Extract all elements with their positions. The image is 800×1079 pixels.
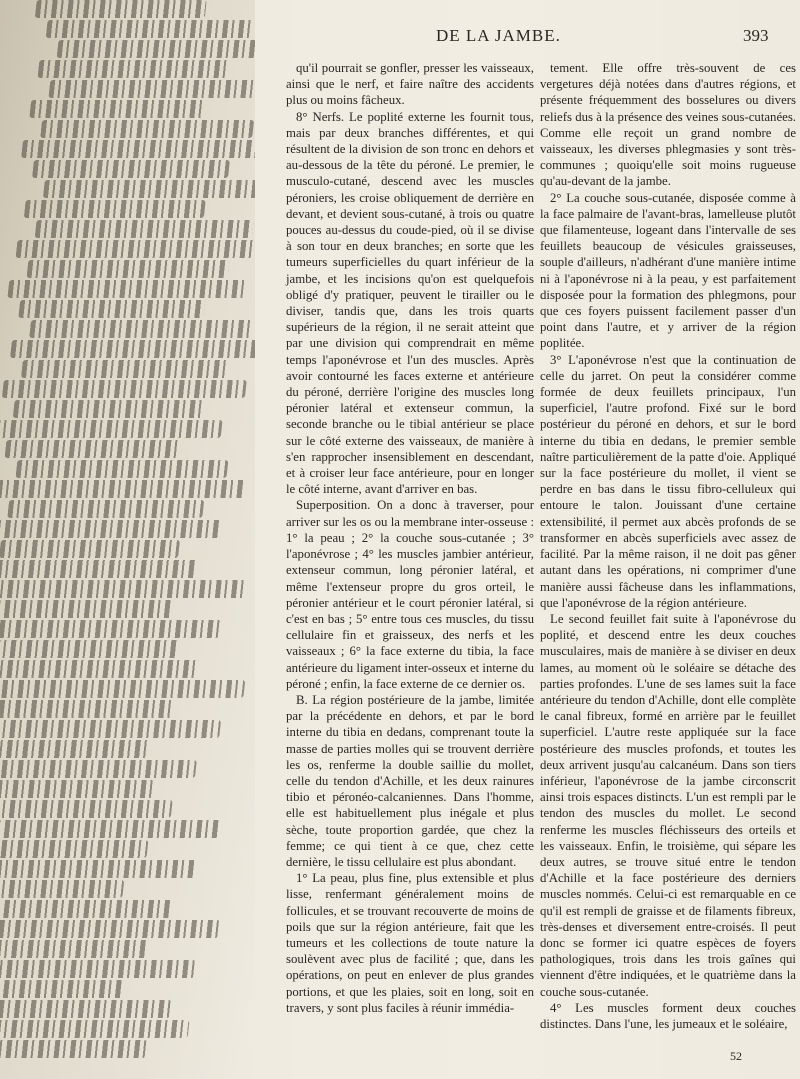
bleed-line (43, 180, 255, 198)
bleed-line (0, 820, 221, 838)
bleed-line (15, 460, 228, 478)
paragraph: 3° L'aponévrose n'est que la continuation de celle du jarret. On peut la considérer comme formée de deux feuillets principaux, l'un superficiel, l'autre profond. Fixé sur le bord postérieur du péroné en dehors, et sur le bord interne du tibia en dedans, le premier semble naître particulièrement de la patte d'oie. Appliqué sur la face postérieure du mollet, il vient se perdre en bas dans le tissu fibro-celluleux qui entoure le talon. Jouissant d'une certaine extensibilité, il permet aux abcès profonds de se transformer en abcès superficiels avec assez de facilité. Par la même raison, il ne doit pas gêner autant dans les opérations, ni comprimer d'une manière aussi fâcheuse dans les inflammations, que l'aponévrose de la région antérieure. (540, 352, 796, 610)
bleed-line (21, 360, 229, 378)
running-title: DE LA JAMBE. (436, 26, 561, 45)
bleed-line (0, 760, 197, 778)
bleed-line (0, 880, 124, 898)
bleed-line (26, 260, 229, 278)
bleed-line (0, 1020, 189, 1038)
bleed-line (16, 240, 255, 258)
bleed-line (48, 80, 255, 98)
bleed-line (24, 200, 206, 218)
paragraph: 4° Les muscles forment deux couches distinctes. Dans l'une, les jumeaux et le soléaire, (540, 1000, 796, 1031)
page-header (0, 26, 800, 56)
paragraph: tement. Elle offre très-souvent de ces vergetures déjà notées dans d'autres régions, et présente fréquemment des bosselures ou divers reliefs dus à la présence des veines sous-cutanées. Comme elle reçoit un grand nombre de vaisseaux, les diverses phlegmasies y sont très-communes ; quoiqu'elle soit moins rugueuse qu'au-devant de la jambe. (540, 61, 796, 189)
page-number: 393 (743, 26, 769, 45)
bleed-line (13, 400, 205, 418)
bleed-line (0, 720, 221, 738)
bleed-line (7, 280, 247, 298)
bleed-line (0, 740, 149, 758)
bleed-line (0, 800, 173, 818)
bleed-line (10, 340, 255, 358)
bleed-line (38, 60, 231, 78)
bleed-line (40, 120, 254, 138)
paragraph: 2° La couche sous-cutanée, disposée comme à la face palmaire de l'avant-bras, lamelleuse plutôt que filamenteuse, logeant dans l'intervalle de ses feuillets beaucoup de vésicules graisseuses, souple d'ailleurs, n'adhérant d'une manière intime ni à l'aponévrose ni à la peau, y est parfaitement disposée pour la formation des phlegmons, pour que ces foyers puissent facilement passer d'un point dans l'autre, et y arriver de la région poplitée. (540, 190, 796, 351)
bleed-line (0, 980, 124, 998)
bleed-line (35, 220, 254, 238)
paragraph: 1° La peau, plus fine, plus extensible et plus lisse, renfermant généralement moins de follicules, et se trouvant recouverte de moins de poils que sur la région antérieure, fait que les tumeurs et les collections de toute nature la soulèvent avec plus de facilité ; que, dans les opérations, on peut en enlever de plus grandes portions, et que les plaies, soit en long, soit en travers, y sont plus faciles à réunir immédia- (286, 871, 534, 1015)
bleed-line (0, 520, 222, 538)
facing-page-bleed-through (0, 0, 255, 1079)
bleed-line (32, 160, 230, 178)
bleed-line (0, 680, 245, 698)
bleed-line (0, 960, 196, 978)
paragraph: Superposition. On a donc à traverser, pour arriver sur les os ou la membrane inter-osseuse : 1° la peau ; 2° la couche sous-cutanée ; 3° l'aponévrose ; 4° les muscles jambier antérieur, extenseur commun, long péronier latéral, et même l'extenseur propre du gros orteil, le péronier antérieur et le court péronier latéral, si c'est en bas ; 5° entre tous ces muscles, du tissu cellulaire fin et graisseux, des nerfs et les vaisseaux ; 6° la face externe du tibia, la face antérieure du ligament inter-osseux et interne du péroné ; enfin, la face externe de ce dernier os. (286, 498, 534, 691)
bleed-line (0, 540, 180, 558)
bleed-line (0, 920, 220, 938)
bleed-line (29, 100, 206, 118)
bleed-line (0, 640, 179, 658)
bleed-line (0, 480, 246, 498)
bleed-line (0, 840, 148, 858)
bleed-line (0, 700, 173, 718)
bleed-line (0, 940, 148, 958)
paragraph: qu'il pourrait se gonfler, presser les vaisseaux, ainsi que le nerf, et faire naître des accidents plus ou moins fâcheux. (286, 61, 534, 108)
bleed-line (0, 780, 155, 798)
bleed-line (0, 1000, 172, 1018)
bleed-line (0, 620, 222, 638)
bleed-line (0, 580, 246, 598)
bleed-line (0, 900, 172, 918)
paragraph: Le second feuillet fait suite à l'aponévrose du poplité, et descend entre les deux couches musculaires, mais de manière à se diviser en deux lames, au moment où le soléaire se détache des parties profondes. L'une de ses lames suit la face antérieure du tendon d'Achille, dont elle complète le canal fibreux, formé en arrière par le feuillet superficiel. L'autre reste appliquée sur la face postérieure des muscles profonds, et toutes les deux arrivent jusqu'au calcanéum. Dans son tiers inférieur, l'aponévrose de la jambe circonscrit ainsi trois espaces distincts. L'un est rempli par le tendon des muscles du mollet. Le second renferme les muscles fléchisseurs des orteils et les vaisseaux. Enfin, le troisième, qui sépare les deux autres, se trouve situé entre le tendon d'Achille et la face postérieure des derniers muscles nommés. Celui-ci est remarquable en ce qu'il est rempli de graisse et de filaments fibreux, très-denses et diversement entre-croisés. Il peut donc se former ici quatre espèces de foyers pathologiques, trois dans les trois gaînes qui viennent d'être indiquées, et le quatrième dans la couche sous-cutanée. (540, 611, 796, 999)
paragraph: 8° Nerfs. Le poplité externe les fournit tous, mais par deux branches différentes, et qui résultent de la division de son tronc en dehors et au-dessous de la tête du péroné. Le premier, le musculo-cutané, descend avec les muscles péroniers, les croise obliquement de derrière en devant, et devient sous-cutané, à trois ou quatre pouces au-dessus du coude-pied, où il se divise à son tour en deux branches; en sorte que les tumeurs superficielles du quart inférieur de la jambe, et les incisions qu'on est quelquefois obligé d'y pratiquer, peuvent le tirailler ou le diviser, tandis que, dans les trois quarts supérieurs de la région, il ne serait atteint que par une division qui comprendrait en même temps l'aponévrose et l'un des muscles. Après avoir contourné les faces externe et antérieure du péroné, derrière l'origine des muscles long péronier latéral et extenseur commun, la seconde branche ou le tibial antérieur se place sur le côté externe des vaisseaux, de manière à s'en rapprocher insensiblement en descendant, et à croiser leur face antérieure, pour en longer le côté interne, avant d'arriver en bas. (286, 109, 534, 497)
left-text-column (286, 60, 534, 1016)
right-text-column (540, 60, 796, 1032)
bleed-through-text-texture (0, 0, 255, 1079)
bleed-line (29, 320, 253, 338)
signature-mark: 52 (730, 1049, 742, 1063)
bleed-line (0, 860, 196, 878)
paragraph: B. La région postérieure de la jambe, limitée par la précédente en dehors, et par le bord interne du tibia en dedans, comprenant toute la masse de parties molles qui se trouvent derrière les os, renferme la double saillie du mollet, celle du tendon d'Achille, et les deux rainures tibio et péronéo-calcaniennes. Dans l'homme, elle est habituellement plus inégale et plus sèche, toute proportion gardée, que chez la femme; ce qui tient à ce que, chez cette dernière, le tissu cellulaire est plus abondant. (286, 692, 534, 869)
bleed-line (0, 600, 174, 618)
bleed-line (7, 500, 204, 518)
bleed-line (0, 420, 223, 438)
bleed-line (18, 300, 205, 318)
bleed-line (0, 560, 198, 578)
bleed-line (2, 380, 247, 398)
bleed-line (0, 1040, 147, 1058)
bleed-line (0, 660, 197, 678)
bleed-line (35, 0, 207, 18)
bleed-line (21, 140, 255, 158)
bleed-line (5, 440, 181, 458)
